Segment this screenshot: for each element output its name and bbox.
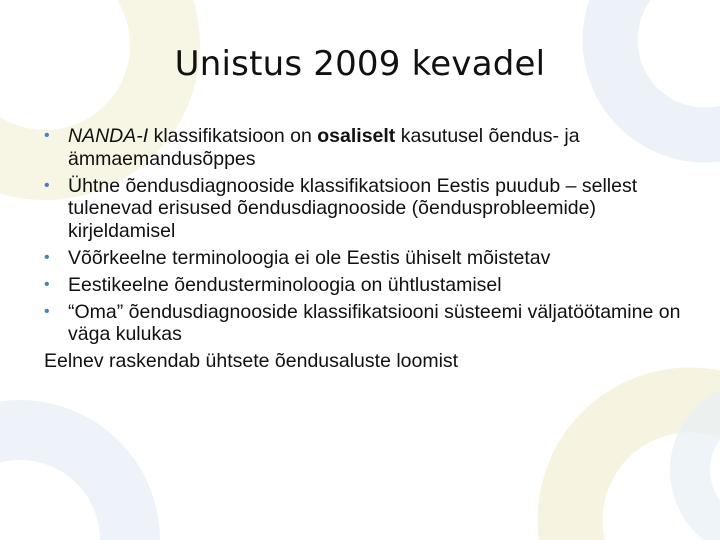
bullet-text: Eestikeelne õendusterminoloogia on ühtlustamisel: [68, 273, 502, 296]
bullet-icon: •: [44, 275, 50, 293]
bullet-text: Ühtne õendusdiagnooside klassifikatsioon Eestis puudub – sellest tulenevad erisused õendusdiagnooside (õendusprobleemide) kirjeldamisel: [68, 174, 638, 242]
bullet-text: “Oma” õendusdiagnooside klassifikatsiooni süsteemi väljatöötamine on väga kulukas: [68, 300, 681, 345]
bullet-icon: •: [44, 127, 50, 144]
bullet-item: [44, 274, 694, 297]
slide-title: Unistus 2009 kevadel: [174, 44, 546, 84]
bullet-text-pre: klassifikatsioon on: [148, 125, 318, 147]
bullet-item: [44, 175, 694, 243]
bullet-text-italic: NANDA-I: [68, 125, 149, 147]
bullet-item: [44, 301, 694, 346]
bullet-text-post: kasutusel õendus- ja ämmaemandusõppes: [68, 125, 580, 170]
slide-body: [44, 125, 694, 373]
bullet-icon: •: [44, 302, 50, 320]
bullet-text-bold: osaliselt: [317, 125, 396, 147]
blue-swirl-bottom-left: [0, 430, 130, 540]
bullet-item: [44, 247, 694, 270]
bullet-text: Võõrkeelne terminoloogia ei ole Eestis ühiselt mõistetav: [68, 246, 551, 269]
bullet-list: [44, 125, 694, 346]
conclusion-text: Eelnev raskendab ühtsete õendusaluste loomist: [44, 350, 459, 372]
bullet-item: [44, 125, 694, 170]
bullet-icon: •: [44, 248, 50, 266]
blue-swirl-bottom-right: [690, 400, 720, 540]
bullet-icon: •: [44, 176, 50, 194]
